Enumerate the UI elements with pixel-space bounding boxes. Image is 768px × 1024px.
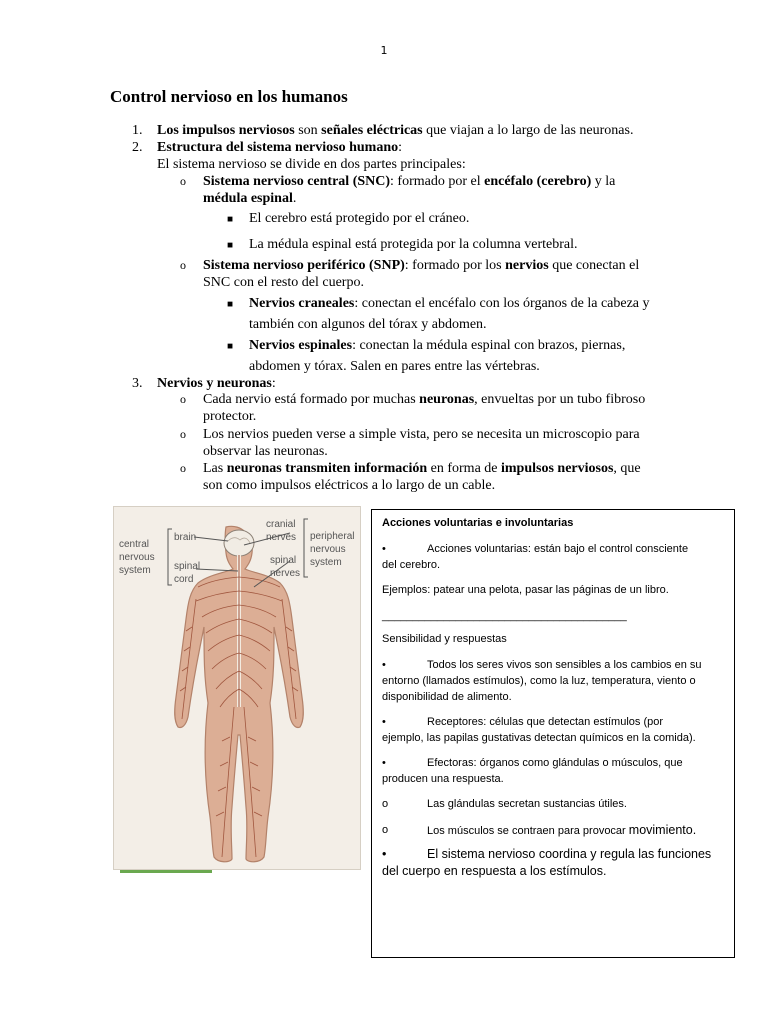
side-box-bullet-4 bbox=[382, 755, 727, 787]
bullet-marker: • bbox=[382, 543, 386, 555]
side-box-sub-2 bbox=[382, 822, 727, 838]
bullet-text: Efectoras: órganos como glándulas o músculos, que bbox=[427, 757, 683, 769]
side-box-bullet-5 bbox=[382, 846, 727, 880]
text: : conectan la médula espinal con brazos, piernas, bbox=[352, 338, 626, 353]
snp-bullet-1-line-2: también con algunos del tórax y abdomen. bbox=[249, 317, 487, 332]
text: : bbox=[271, 376, 276, 391]
bold-text: Sistema nervioso periférico (SNP) bbox=[203, 258, 405, 273]
snp-line-2: SNC con el resto del cuerpo. bbox=[203, 275, 364, 290]
bullet-text: Receptores: células que detectan estímulos (por bbox=[427, 716, 664, 728]
side-box-sub-1 bbox=[382, 796, 727, 812]
nervous-system-illustration bbox=[114, 507, 361, 870]
bullet-text-cont: disponibilidad de alimento. bbox=[382, 691, 512, 703]
text: : formado por el bbox=[390, 174, 485, 189]
square-bullet-marker: ■ bbox=[227, 341, 234, 352]
bold-text: Estructura del sistema nervioso humano bbox=[157, 140, 399, 155]
list-number: 3. bbox=[132, 376, 143, 391]
brain-shape bbox=[224, 530, 254, 556]
bold-text: neuronas transmiten información bbox=[226, 461, 428, 476]
side-box-subheading: Sensibilidad y respuestas bbox=[382, 633, 507, 645]
text: en forma de bbox=[427, 461, 501, 476]
side-box-divider: ________________________________________ bbox=[382, 610, 627, 622]
side-box-examples: Ejemplos: patear una pelota, pasar las páginas de un libro. bbox=[382, 584, 669, 596]
bullet-marker: • bbox=[382, 659, 386, 671]
list-item-2-heading bbox=[157, 139, 402, 156]
bold-text: impulsos nerviosos bbox=[501, 461, 614, 476]
sub-bullet-marker: o bbox=[180, 258, 186, 272]
bold-text: Nervios y neuronas bbox=[157, 376, 272, 391]
list-item-1 bbox=[157, 122, 633, 139]
snp-bullet-2-line-2: abdomen y tórax. Salen en pares entre las vértebras. bbox=[249, 359, 540, 374]
side-box-bullet-2 bbox=[382, 657, 727, 705]
nerves-sub-3-line-2: son como impulsos eléctricos a lo largo de un cable. bbox=[203, 478, 496, 493]
snc-line-2 bbox=[203, 190, 296, 207]
label-peripheral-2: nervous bbox=[310, 544, 346, 555]
bullet-marker: • bbox=[382, 716, 386, 728]
figure-accent-bar bbox=[120, 870, 212, 873]
bold-text: Los impulsos nerviosos bbox=[157, 123, 295, 138]
bold-text: médula espinal bbox=[203, 191, 293, 206]
nerves-sub-1-line-2: protector. bbox=[203, 409, 257, 424]
sub-text-emphasis: movimiento. bbox=[628, 823, 697, 837]
nerves-sub-2-line-2: observar las neuronas. bbox=[203, 444, 328, 459]
label-spinal-nerves-2: nerves bbox=[270, 568, 301, 579]
bold-text: encéfalo (cerebro) bbox=[484, 174, 592, 189]
bullet-text: Todos los seres vivos son sensibles a los cambios en su bbox=[427, 659, 702, 671]
text: : bbox=[398, 140, 403, 155]
page-title: Control nervioso en los humanos bbox=[110, 87, 348, 106]
list-item-2-intro: El sistema nervioso se divide en dos partes principales: bbox=[157, 157, 466, 172]
bold-text: Nervios espinales bbox=[249, 338, 353, 353]
label-cranial-2: nerves bbox=[266, 532, 297, 543]
square-bullet-marker: ■ bbox=[227, 299, 234, 310]
text: Cada nervio está formado por muchas bbox=[203, 392, 420, 407]
nerves-sub-2-line-1: Los nervios pueden verse a simple vista, pero se necesita un microscopio para bbox=[203, 427, 640, 442]
label-spinal-nerves-1: spinal bbox=[270, 555, 297, 566]
bullet-text-cont: del cuerpo en respuesta a los estímulos. bbox=[382, 864, 607, 878]
label-cranial-1: cranial bbox=[266, 519, 296, 530]
sub-marker: o bbox=[382, 824, 389, 836]
sub-bullet-marker: o bbox=[180, 174, 186, 188]
text: que viajan a lo largo de las neuronas. bbox=[422, 123, 634, 138]
bold-text: neuronas bbox=[419, 392, 475, 407]
square-bullet-marker: ■ bbox=[227, 240, 234, 251]
bullet-text-cont: entorno (llamados estímulos), como la luz, temperatura, viento o bbox=[382, 675, 696, 687]
nerves-sub-1-line-1 bbox=[203, 391, 645, 408]
bullet-marker: • bbox=[382, 847, 387, 861]
text: . bbox=[292, 191, 297, 206]
side-box-bullet-3 bbox=[382, 714, 727, 746]
bold-text: señales eléctricas bbox=[321, 123, 423, 138]
text: son bbox=[294, 123, 322, 138]
nerves-sub-3-line-1 bbox=[203, 460, 641, 477]
label-brain: brain bbox=[174, 532, 197, 543]
label-spinal-cord-2: cord bbox=[174, 574, 194, 585]
page-number: 1 bbox=[380, 44, 388, 57]
text: Las bbox=[203, 461, 227, 476]
bold-text: nervios bbox=[505, 258, 549, 273]
nervous-system-figure bbox=[113, 506, 361, 870]
text: , envueltas por un tubo fibroso bbox=[474, 392, 646, 407]
label-peripheral-3: system bbox=[310, 557, 342, 568]
snc-line-1 bbox=[203, 173, 615, 190]
bold-text: Nervios craneales bbox=[249, 296, 355, 311]
bullet-text-cont: producen una respuesta. bbox=[382, 773, 504, 785]
text: , que bbox=[613, 461, 641, 476]
snc-bullet-1: El cerebro está protegido por el cráneo. bbox=[249, 211, 470, 226]
snp-bullet-2-line-1 bbox=[249, 337, 625, 354]
sub-text: Los músculos se contraen para provocar bbox=[427, 825, 629, 837]
side-box-heading: Acciones voluntarias e involuntarias bbox=[382, 517, 574, 529]
text: : formado por los bbox=[404, 258, 506, 273]
bullet-text: El sistema nervioso coordina y regula las funciones bbox=[427, 847, 712, 861]
side-box-bullet-1 bbox=[382, 541, 727, 573]
bold-text: Sistema nervioso central (SNC) bbox=[203, 174, 391, 189]
list-item-3-heading bbox=[157, 375, 276, 392]
bullet-text-cont: del cerebro. bbox=[382, 559, 441, 571]
label-central-1: central bbox=[119, 539, 150, 550]
list-number: 2. bbox=[132, 140, 143, 155]
sub-bullet-marker: o bbox=[180, 461, 186, 475]
snp-bullet-1-line-1 bbox=[249, 295, 650, 312]
label-spinal-cord-1: spinal bbox=[174, 561, 201, 572]
bullet-marker: • bbox=[382, 757, 386, 769]
list-number: 1. bbox=[132, 123, 143, 138]
bullet-text-cont: ejemplo, las papilas gustativas detectan químicos en la comida). bbox=[382, 732, 696, 744]
sub-bullet-marker: o bbox=[180, 392, 186, 406]
text: que conectan el bbox=[548, 258, 640, 273]
side-box bbox=[371, 509, 735, 958]
sub-marker: o bbox=[382, 798, 389, 810]
sub-text: Las glándulas secretan sustancias útiles. bbox=[427, 798, 627, 810]
label-peripheral-1: peripheral bbox=[310, 531, 355, 542]
sub-bullet-marker: o bbox=[180, 427, 186, 441]
snc-bullet-2: La médula espinal está protegida por la columna vertebral. bbox=[249, 237, 578, 252]
square-bullet-marker: ■ bbox=[227, 214, 234, 225]
bullet-text: Acciones voluntarias: están bajo el control consciente bbox=[427, 543, 689, 555]
text: : conectan el encéfalo con los órganos de la cabeza y bbox=[354, 296, 650, 311]
label-central-3: system bbox=[119, 565, 151, 576]
text: y la bbox=[591, 174, 616, 189]
label-central-2: nervous bbox=[119, 552, 155, 563]
snp-line-1 bbox=[203, 257, 639, 274]
